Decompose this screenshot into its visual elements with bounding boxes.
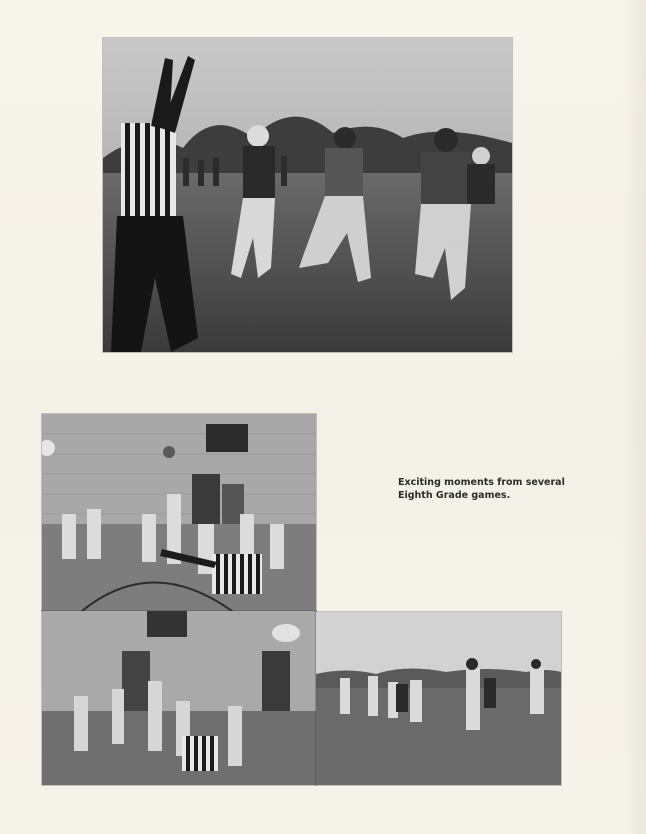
basketball-photo-top-image <box>42 414 316 611</box>
page-edge-shadow <box>622 0 646 834</box>
caption-line-1: Exciting moments from several <box>398 477 565 488</box>
basketball-photo-bottom-image <box>42 611 316 785</box>
photo-caption <box>398 476 568 502</box>
basketball-photo-top <box>42 414 316 611</box>
basketball-photo-bottom <box>42 611 316 785</box>
football-photo-top <box>103 38 512 352</box>
football-photo-top-image <box>103 38 512 352</box>
football-photo-bottom <box>316 612 561 785</box>
caption-line-2: Eighth Grade games. <box>398 490 511 501</box>
football-photo-bottom-image <box>316 612 561 785</box>
